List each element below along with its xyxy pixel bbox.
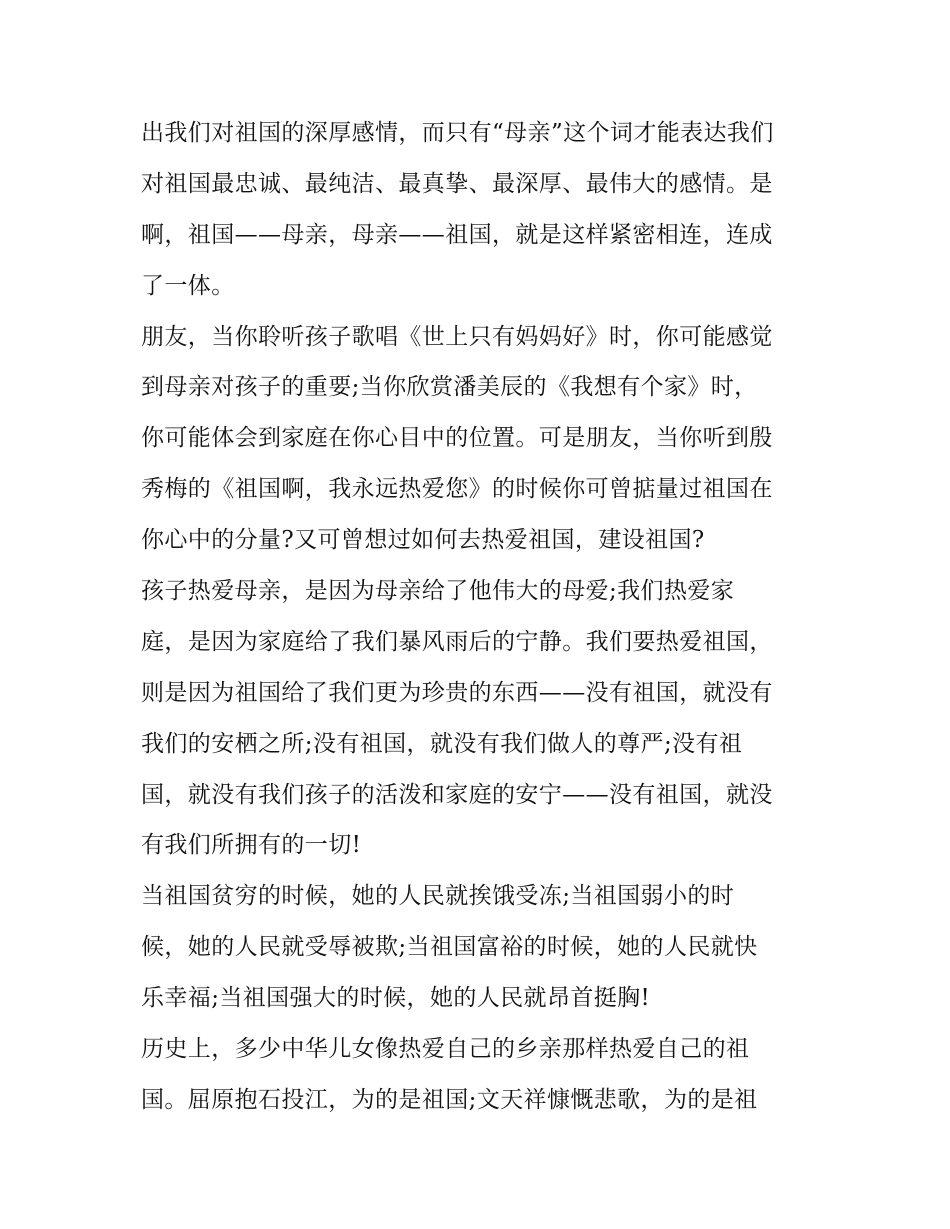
text-line: 出我们对祖国的深厚感情，而只有“母亲”这个词才能表达我们 [141, 120, 774, 146]
text-line: 庭，是因为家庭给了我们暴风雨后的宁静。我们要热爱祖国， [141, 628, 773, 655]
text-line: 对祖国最忠诚、最纯洁、最真挚、最深厚、最伟大的感情。是 [141, 170, 773, 197]
text-line: 国。屈原抱石投江，为的是祖国;文天祥慷慨悲歌，为的是祖 [141, 1086, 758, 1113]
text-line: 孩子热爱母亲，是因为母亲给了他伟大的母爱;我们热爱家 [141, 578, 735, 605]
text-line: 你心中的分量?又可曾想过如何去热爱祖国，建设祖国? [141, 527, 705, 554]
text-line: 你可能体会到家庭在你心目中的位置。可是朋友，当你听到殷 [141, 425, 773, 452]
text-line: 啊，祖国——母亲，母亲——祖国，就是这样紧密相连，连成 [141, 221, 773, 248]
text-line: 朋友，当你聆听孩子歌唱《世上只有妈妈好》时，你可能感觉 [141, 323, 773, 350]
text-line: 到母亲对孩子的重要;当你欣赏潘美辰的《我想有个家》时， [141, 374, 758, 401]
body-text [141, 108, 821, 1126]
text-line: 历史上，多少中华儿女像热爱自己的乡亲那样热爱自己的祖 [141, 1036, 750, 1063]
text-line: 我们的安栖之所;没有祖国，就没有我们做人的尊严;没有祖 [141, 730, 743, 757]
text-line: 候，她的人民就受辱被欺;当祖国富裕的时候，她的人民就快 [141, 934, 758, 961]
text-line: 有我们所拥有的一切! [141, 832, 362, 859]
text-line: 秀梅的《祖国啊，我永远热爱您》的时候你可曾掂量过祖国在 [141, 476, 773, 503]
text-line: 当祖国贫穷的时候，她的人民就挨饿受冻;当祖国弱小的时 [141, 883, 735, 910]
text-line: 则是因为祖国给了我们更为珍贵的东西——没有祖国，就没有 [141, 679, 773, 706]
text-line: 了一体。 [141, 272, 235, 299]
text-line: 乐幸福;当祖国强大的时候，她的人民就昂首挺胸! [141, 985, 651, 1012]
text-line: 国，就没有我们孩子的活泼和家庭的安宁——没有祖国，就没 [141, 781, 773, 808]
